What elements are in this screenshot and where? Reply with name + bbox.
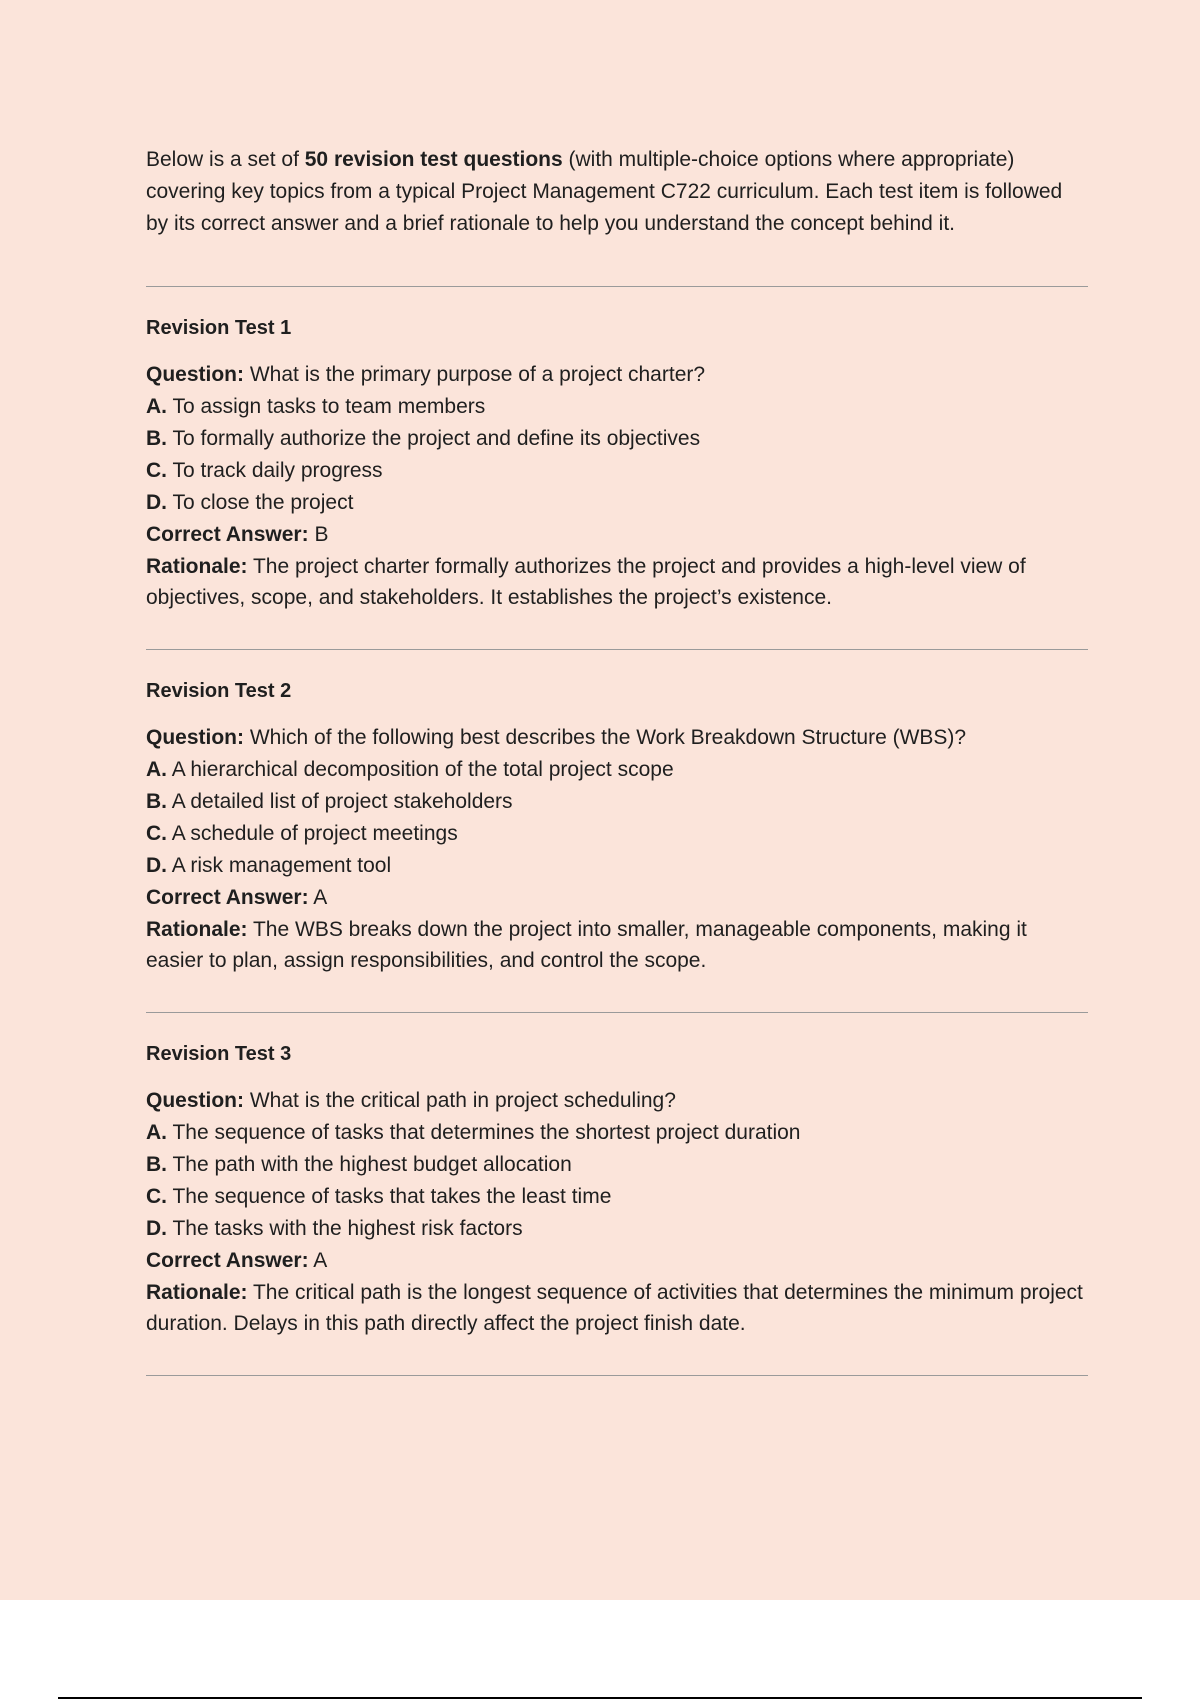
option-text: The sequence of tasks that determines the shortest project duration bbox=[172, 1121, 801, 1144]
question-label: Question: bbox=[146, 726, 244, 749]
option-text: The path with the highest budget allocation bbox=[172, 1153, 572, 1176]
test-title: Revision Test 1 bbox=[146, 317, 292, 339]
question-line bbox=[146, 359, 1088, 391]
intro-text-before: Below is a set of bbox=[146, 148, 305, 171]
rationale-label: Rationale: bbox=[146, 918, 248, 941]
option-b bbox=[146, 423, 1088, 455]
option-text: A detailed list of project stakeholders bbox=[171, 790, 513, 813]
option-b bbox=[146, 786, 1088, 818]
rationale-text: The project charter formally authorizes the project and provides a high-level view of objectives, scope, and stakeholders. It establishes the project’s existence. bbox=[146, 555, 1026, 609]
option-a bbox=[146, 391, 1088, 423]
option-text: The sequence of tasks that takes the least time bbox=[172, 1185, 612, 1208]
option-c bbox=[146, 1181, 1088, 1213]
option-b bbox=[146, 1149, 1088, 1181]
option-text: The tasks with the highest risk factors bbox=[172, 1217, 523, 1240]
question-text: Which of the following best describes the Work Breakdown Structure (WBS)? bbox=[249, 726, 967, 749]
question-text: What is the critical path in project scheduling? bbox=[249, 1089, 676, 1112]
option-a bbox=[146, 754, 1088, 786]
option-d bbox=[146, 850, 1088, 882]
rationale-line bbox=[146, 1277, 1088, 1339]
option-letter: C. bbox=[146, 459, 167, 482]
option-c bbox=[146, 818, 1088, 850]
option-text: To formally authorize the project and define its objectives bbox=[172, 427, 701, 450]
question-line bbox=[146, 1085, 1088, 1117]
rationale-text: The critical path is the longest sequence of activities that determines the minimum project duration. Delays in this path directly affect the project finish date. bbox=[146, 1281, 1083, 1335]
option-a bbox=[146, 1117, 1088, 1149]
correct-answer-line bbox=[146, 1245, 1088, 1277]
correct-answer-line bbox=[146, 882, 1088, 914]
option-letter: B. bbox=[146, 427, 167, 450]
correct-answer-line bbox=[146, 519, 1088, 551]
option-letter: D. bbox=[146, 854, 167, 877]
intro-text-after: (with multiple-choice options where appropriate) covering key topics from a typical Project Management C722 curriculum. Each test item is followed by its correct answer and a brief rationale to help you understand the concept behind it. bbox=[146, 148, 1063, 235]
correct-answer-label: Correct Answer: bbox=[146, 1249, 309, 1272]
rationale-text: The WBS breaks down the project into smaller, manageable components, making it easier to plan, assign responsibilities, and control the scope. bbox=[146, 918, 1027, 972]
correct-answer-value: A bbox=[313, 886, 328, 909]
correct-answer-value: B bbox=[314, 523, 329, 546]
correct-answer-label: Correct Answer: bbox=[146, 523, 309, 546]
option-letter: A. bbox=[146, 1121, 167, 1144]
rationale-line bbox=[146, 551, 1088, 613]
rationale-label: Rationale: bbox=[146, 555, 248, 578]
option-letter: D. bbox=[146, 491, 167, 514]
option-d bbox=[146, 1213, 1088, 1245]
option-c bbox=[146, 455, 1088, 487]
option-letter: B. bbox=[146, 790, 167, 813]
test-title: Revision Test 2 bbox=[146, 680, 292, 702]
option-text: To assign tasks to team members bbox=[172, 395, 486, 418]
revision-test-1 bbox=[146, 287, 1088, 649]
option-text: A hierarchical decomposition of the total project scope bbox=[171, 758, 674, 781]
option-text: A risk management tool bbox=[171, 854, 392, 877]
intro-paragraph bbox=[146, 144, 1088, 240]
rationale-line bbox=[146, 914, 1088, 976]
section-divider bbox=[146, 1375, 1088, 1376]
option-text: To track daily progress bbox=[172, 459, 383, 482]
revision-test-3 bbox=[146, 1013, 1088, 1375]
option-letter: A. bbox=[146, 758, 167, 781]
question-text: What is the primary purpose of a project charter? bbox=[249, 363, 706, 386]
option-letter: B. bbox=[146, 1153, 167, 1176]
option-letter: D. bbox=[146, 1217, 167, 1240]
option-letter: A. bbox=[146, 395, 167, 418]
option-d bbox=[146, 487, 1088, 519]
option-text: To close the project bbox=[172, 491, 354, 514]
option-letter: C. bbox=[146, 822, 167, 845]
option-letter: C. bbox=[146, 1185, 167, 1208]
intro-text-bold: 50 revision test questions bbox=[304, 148, 563, 171]
rationale-label: Rationale: bbox=[146, 1281, 248, 1304]
question-line bbox=[146, 722, 1088, 754]
footer-rule bbox=[58, 1697, 1142, 1699]
question-label: Question: bbox=[146, 1089, 244, 1112]
document-content bbox=[146, 144, 1088, 1376]
test-title: Revision Test 3 bbox=[146, 1043, 292, 1065]
correct-answer-value: A bbox=[313, 1249, 328, 1272]
revision-test-2 bbox=[146, 650, 1088, 1012]
correct-answer-label: Correct Answer: bbox=[146, 886, 309, 909]
option-text: A schedule of project meetings bbox=[171, 822, 458, 845]
question-label: Question: bbox=[146, 363, 244, 386]
